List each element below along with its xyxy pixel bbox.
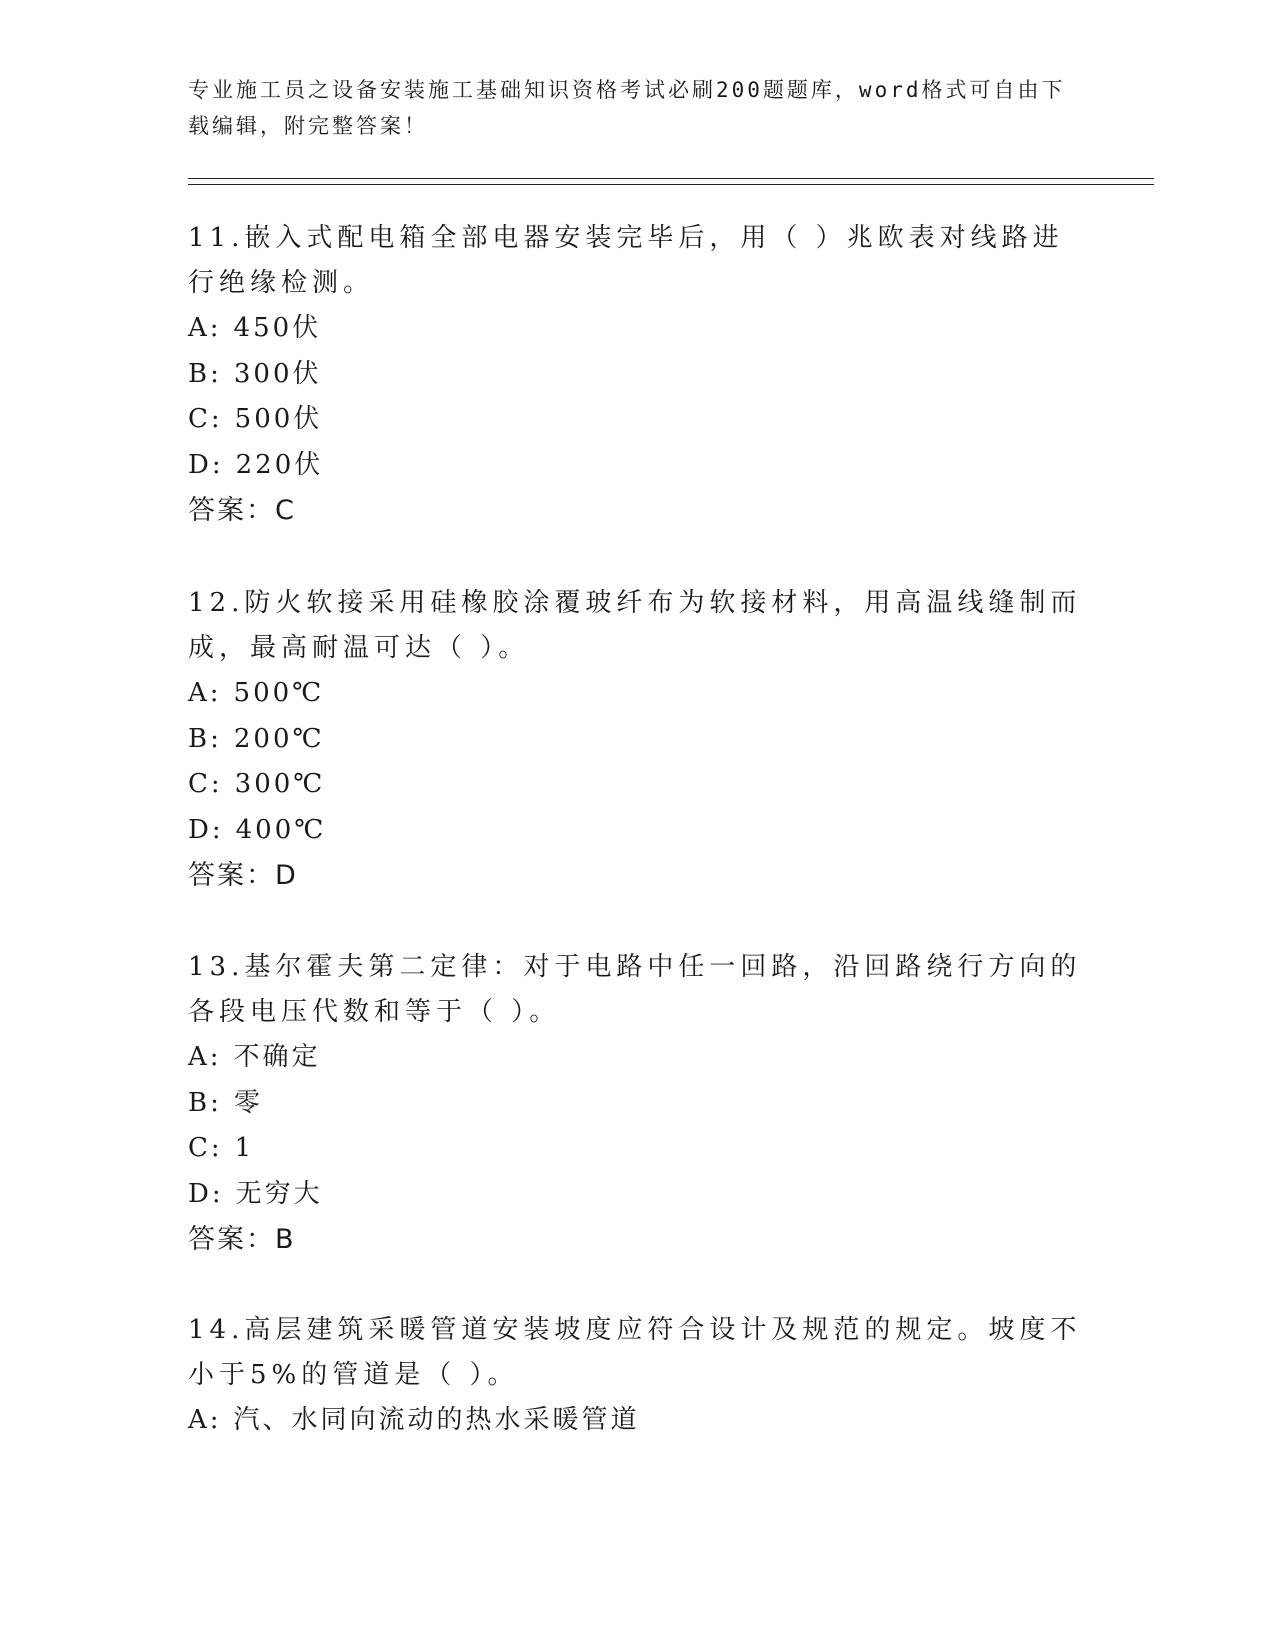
question-stem: 11.嵌入式配电箱全部电器安装完毕后，用（ ）兆欧表对线路进行绝缘检测。 xyxy=(188,223,1064,298)
option-text: 200℃ xyxy=(233,723,325,754)
option-d xyxy=(188,1172,1088,1218)
option-c xyxy=(188,397,1088,443)
question-stem: 14.高层建筑采暖管道安装坡度应符合设计及规范的规定。坡度不小于5%的管道是（ ）。 xyxy=(188,1315,1082,1390)
question-14 xyxy=(188,1308,1088,1444)
answer: 答案：C xyxy=(188,495,296,527)
header-divider-top xyxy=(188,178,1154,179)
option-key: C: xyxy=(188,769,223,800)
option-b xyxy=(188,352,1088,398)
question-stem: 13.基尔霍夫第二定律：对于电路中任一回路，沿回路绕行方向的各段电压代数和等于（ ）。 xyxy=(188,952,1082,1027)
answer: 答案：B xyxy=(188,1224,296,1256)
option-a xyxy=(188,671,1088,717)
option-key: D: xyxy=(188,814,224,845)
option-text: 无穷大 xyxy=(235,1178,323,1209)
option-text: 500℃ xyxy=(233,678,325,708)
question-12 xyxy=(188,581,1088,898)
option-text: 450伏 xyxy=(233,313,322,343)
option-text: 不确定 xyxy=(233,1042,321,1072)
option-text: 1 xyxy=(234,1133,255,1164)
document-header: 专业施工员之设备安装施工基础知识资格考试必刷200题题库，word格式可自由下载编辑，附完整答案！ xyxy=(188,78,1066,138)
option-key: B: xyxy=(188,723,222,754)
option-key: C: xyxy=(188,1133,223,1164)
option-d xyxy=(188,443,1088,489)
option-key: C: xyxy=(188,404,223,435)
option-key: A: xyxy=(188,1405,222,1435)
header-divider-bottom xyxy=(188,184,1154,185)
option-key: A: xyxy=(188,1042,222,1072)
option-text: 400℃ xyxy=(235,814,327,845)
option-text: 500伏 xyxy=(234,404,323,435)
option-c xyxy=(188,1126,1088,1172)
option-b xyxy=(188,717,1088,763)
option-key: B: xyxy=(188,1087,222,1118)
option-key: B: xyxy=(188,358,222,389)
option-a xyxy=(188,306,1088,352)
option-key: D: xyxy=(188,449,224,480)
option-text: 汽、水同向流动的热水采暖管道 xyxy=(233,1405,640,1435)
option-c xyxy=(188,762,1088,808)
option-text: 300伏 xyxy=(233,358,322,389)
option-a xyxy=(188,1035,1088,1081)
option-a xyxy=(188,1398,1088,1444)
question-11 xyxy=(188,216,1088,533)
option-key: D: xyxy=(188,1178,224,1209)
answer: 答案：D xyxy=(188,860,298,892)
option-d xyxy=(188,808,1088,854)
option-text: 零 xyxy=(233,1087,263,1118)
option-text: 300℃ xyxy=(234,769,326,800)
question-stem: 12.防火软接采用硅橡胶涂覆玻纤布为软接材料，用高温线缝制而成，最高耐温可达（ ）。 xyxy=(188,588,1082,663)
question-13 xyxy=(188,945,1088,1262)
option-key: A: xyxy=(188,313,222,343)
option-text: 220伏 xyxy=(235,449,324,480)
option-b xyxy=(188,1081,1088,1127)
option-key: A: xyxy=(188,678,222,708)
